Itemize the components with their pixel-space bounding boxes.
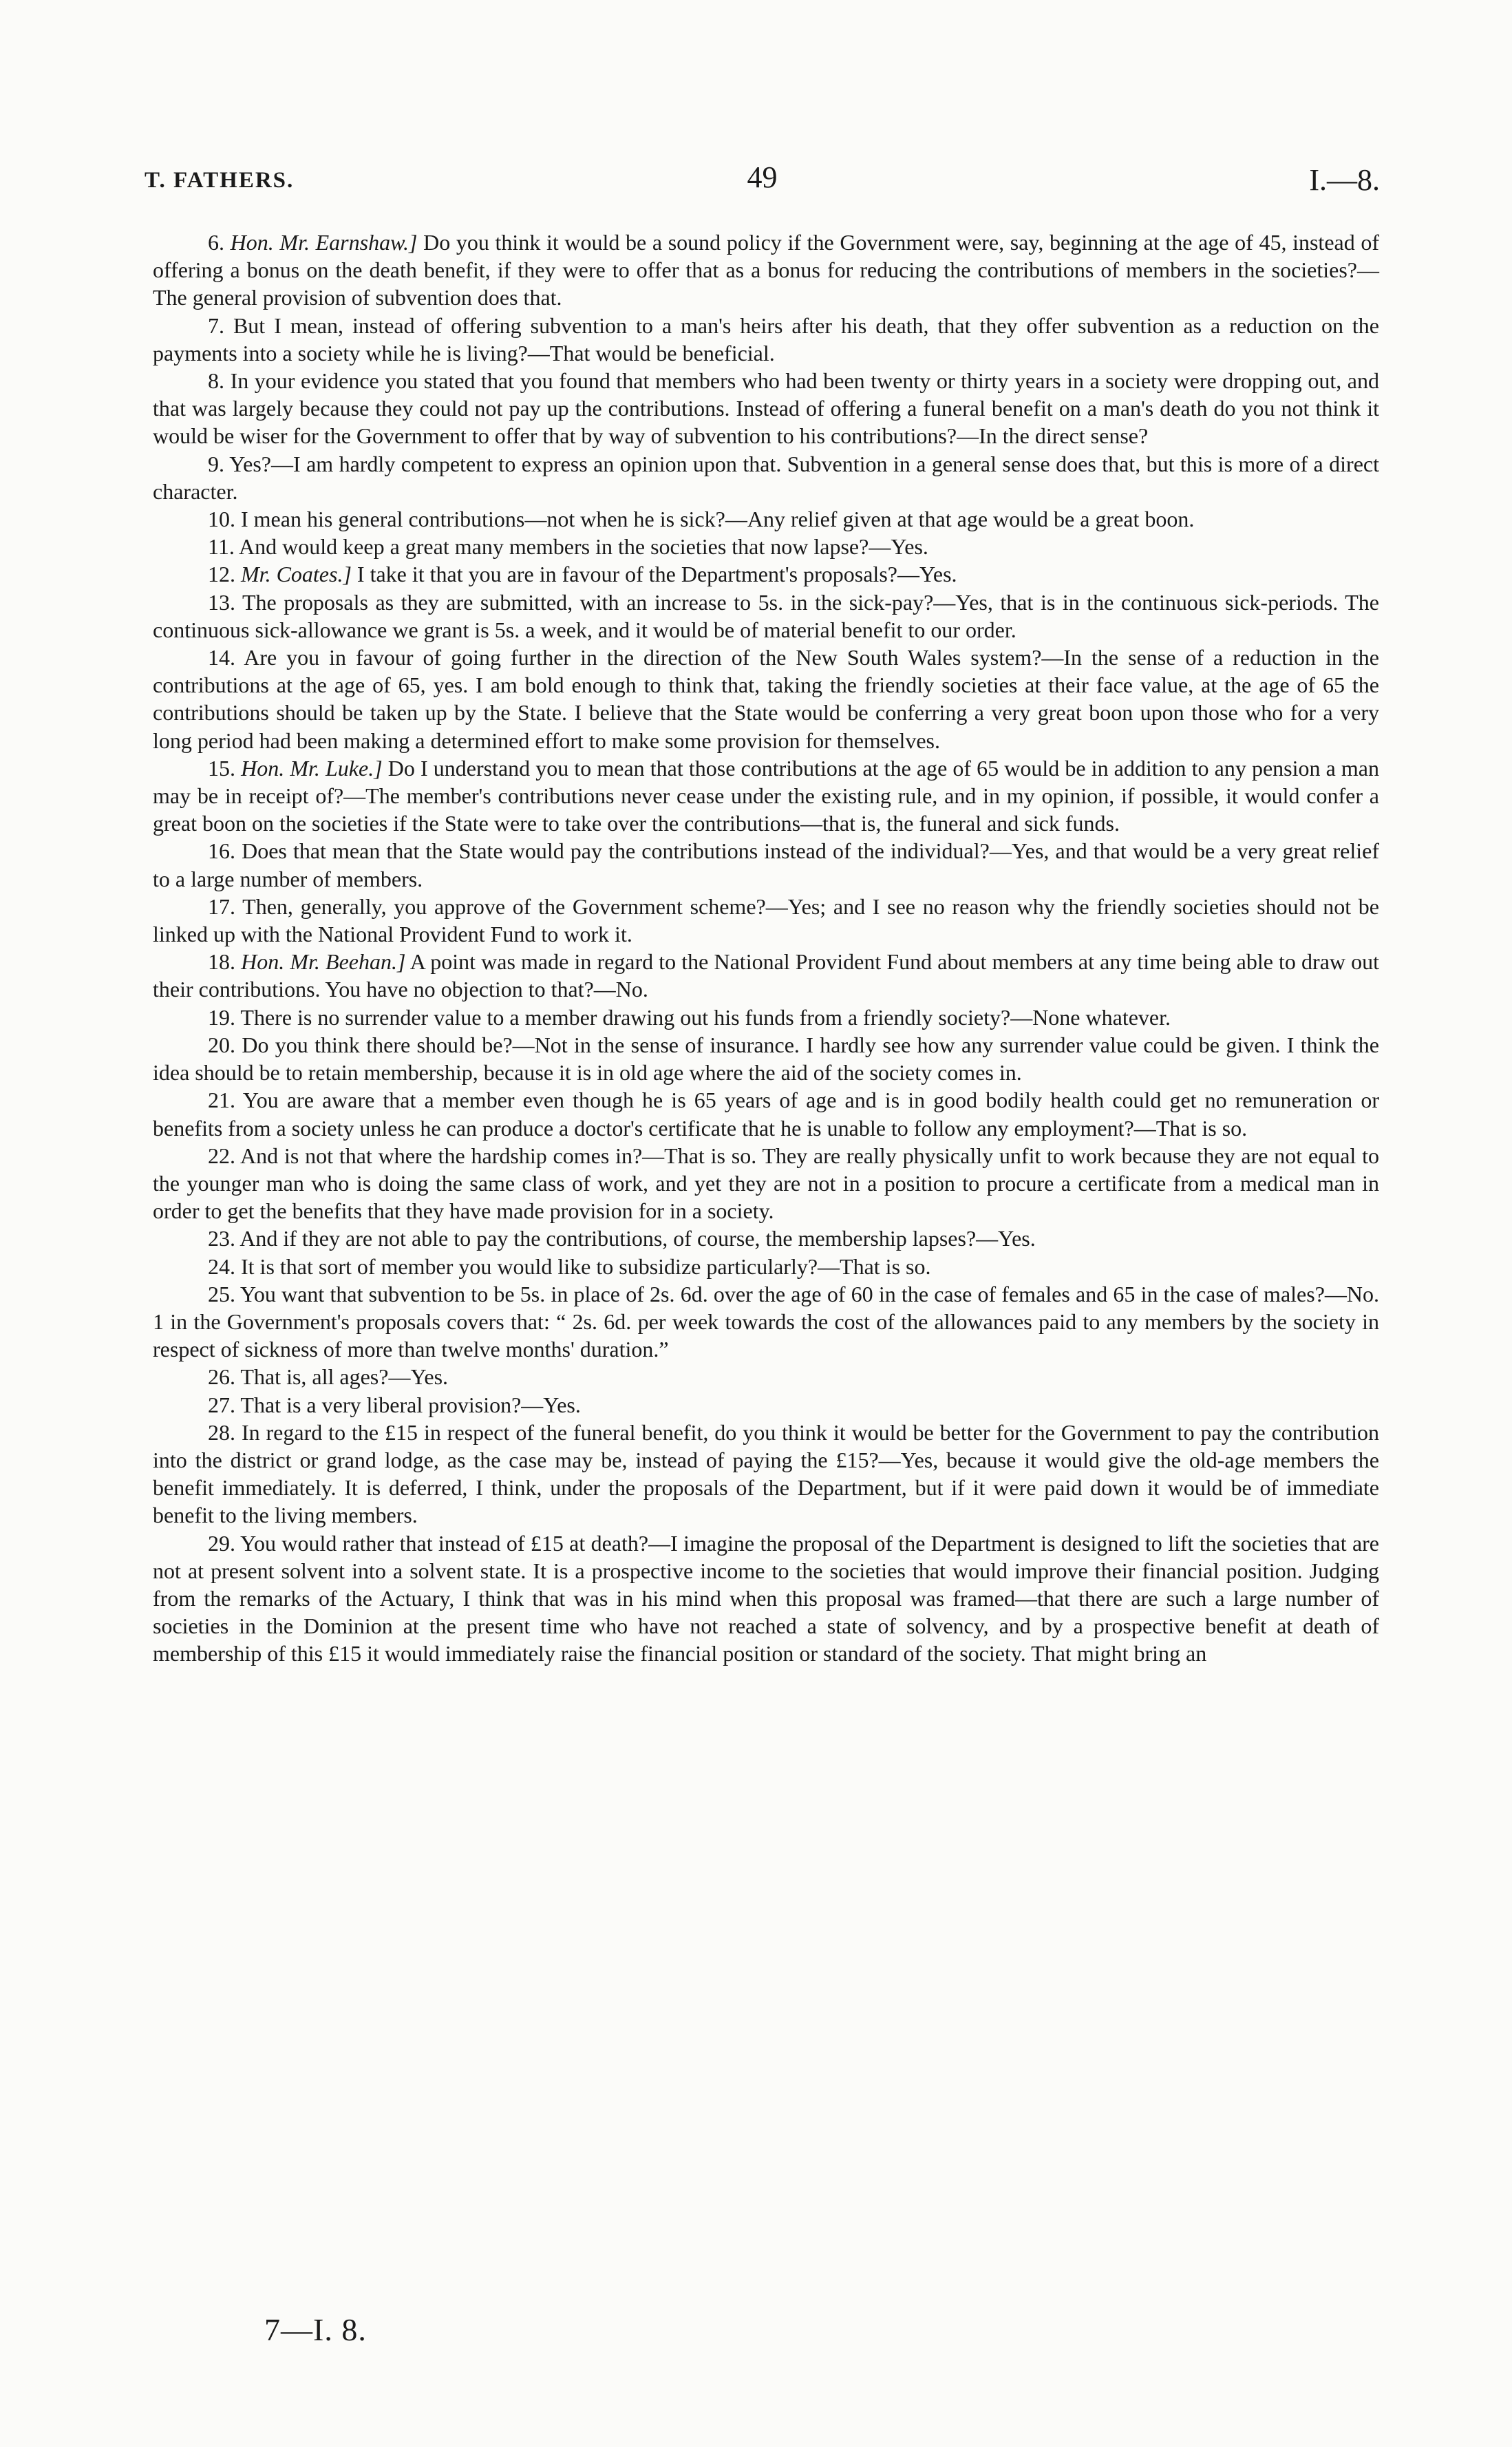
paragraph-text: And is not that where the hardship comes in?—That is so. They are really physically unfit to work because they are not equal to the younger man who is doing the same class of work, and yet they are not in a position to procure a certificate from a medical man in order to get the benefits that they have made provision for in a society. — [153, 1143, 1380, 1224]
question-paragraph — [153, 367, 1379, 450]
paragraph-text: There is no surrender value to a member drawing out his funds from a friendly society?—None whatever. — [240, 1004, 1171, 1030]
question-number: 25. — [208, 1281, 235, 1306]
question-number: 28. — [208, 1419, 235, 1445]
question-number: 23. — [208, 1226, 235, 1251]
speaker-name: Hon. Mr. Beehan.] — [241, 949, 406, 975]
paragraph-text: It is that sort of member you would like to subsidize particularly?—That is so. — [241, 1253, 931, 1279]
paragraph-text: I take it that you are in favour of the Department's proposals?—Yes. — [351, 562, 957, 587]
paragraph-text: In regard to the £15 in respect of the funeral benefit, do you think it would be better for the Government to pay the contribution into the district or grand lodge, as the case may be, instead of paying the £15?—Yes, because it would give the old-age members the benefit immediately. It is deferred, I think, under the proposals of the Department, but if it were paid down it would be of immediate benefit to the living members. — [153, 1419, 1380, 1528]
question-paragraph — [153, 589, 1379, 644]
question-number: 27. — [208, 1392, 235, 1417]
sheet-signature: 7—I. 8. — [264, 2312, 367, 2347]
paragraph-text: Are you in favour of going further in the direction of the New South Wales system?—In the sense of a reduction in the contributions at the age of 65, yes. I am bold enough to think that, taking the friendly societies at their face value, at the age of 65 the contributions should be taken up by the State. I believe that the State would be conferring a very great boon upon those who for a very long period had been making a determined effort to make some provision for themselves. — [153, 645, 1380, 753]
question-number: 20. — [208, 1032, 235, 1057]
paragraph-text: Do I understand you to mean that those contributions at the age of 65 would be in addition to any pension a man may be in receipt of?—The member's contributions never cease under the existing rule, and in my opinion, if possible, it would confer a great boon on the societies if the State were to take over the contributions—that is, the funeral and sick funds. — [153, 755, 1380, 836]
question-paragraph — [153, 533, 1379, 560]
question-number: 10. — [208, 507, 235, 532]
question-paragraph — [153, 893, 1379, 948]
page-number: 49 — [747, 160, 778, 194]
question-paragraph — [153, 948, 1379, 1003]
paragraph-text: Does that mean that the State would pay the contributions instead of the individual?—Yes, and that would be a very great relief to a large number of members. — [153, 838, 1380, 891]
evidence-body — [153, 229, 1379, 1668]
question-paragraph — [153, 1086, 1379, 1141]
question-paragraph — [153, 312, 1379, 367]
speaker-name: Hon. Mr. Earnshaw.] — [230, 230, 418, 255]
question-paragraph — [153, 837, 1379, 892]
paper-reference: I.—8. — [1309, 163, 1380, 197]
paragraph-text: Do you think there should be?—Not in the sense of insurance. I hardly see how any surrender value could be given. I think the idea should be to retain membership, because it is in old age where the aid of the society comes in. — [153, 1032, 1380, 1085]
paragraph-text: And would keep a great many members in the societies that now lapse?—Yes. — [239, 534, 928, 560]
paragraph-text: But I mean, instead of offering subvention to a man's heirs after his death, that they offer subvention as a reduction on the payments into a society while he is living?—That would be beneficial. — [153, 313, 1380, 366]
question-number: 9. — [208, 451, 224, 476]
question-number: 22. — [208, 1143, 235, 1168]
question-number: 17. — [208, 893, 235, 919]
question-paragraph — [153, 1280, 1379, 1364]
question-number: 29. — [208, 1530, 235, 1556]
question-paragraph — [153, 1363, 1379, 1390]
question-paragraph — [153, 560, 1379, 588]
question-number: 18. — [208, 949, 235, 975]
question-paragraph — [153, 644, 1379, 754]
question-paragraph — [153, 1142, 1379, 1225]
question-number: 6. — [208, 230, 224, 255]
question-number: 24. — [208, 1253, 235, 1279]
witness-name: T. FATHERS. — [145, 168, 295, 193]
question-paragraph — [153, 754, 1379, 838]
question-number: 15. — [208, 755, 235, 781]
question-paragraph — [153, 1225, 1379, 1252]
paragraph-text: You are aware that a member even though he is 65 years of age and is in good bodily health could get no remuneration or benefits from a society unless he can produce a doctor's certificate that he is unable to follow any employment?—That is so. — [153, 1088, 1380, 1141]
paragraph-text: That is a very liberal provision?—Yes. — [240, 1392, 581, 1417]
question-number: 13. — [208, 589, 235, 615]
page-header — [145, 153, 1380, 201]
paragraph-text: And if they are not able to pay the contributions, of course, the membership lapses?—Yes. — [239, 1226, 1036, 1251]
question-paragraph — [153, 505, 1379, 533]
question-number: 7. — [208, 313, 224, 338]
question-number: 16. — [208, 838, 235, 864]
paragraph-text: Yes?—I am hardly competent to express an opinion upon that. Subvention in a general sense does that, but this is more of a direct character. — [153, 451, 1380, 504]
question-paragraph — [153, 1004, 1379, 1031]
question-paragraph — [153, 450, 1379, 505]
paragraph-text: Do you think it would be a sound policy if the Government were, say, beginning at the age of 45, instead of offering a bonus on the death benefit, if they were to offer that as a bonus for reducing the contributions of members in the societies?—The general provision of subvention does that. — [153, 230, 1380, 310]
paragraph-text: A point was made in regard to the National Provident Fund about members at any time being able to draw out their contributions. You have no objection to that?—No. — [153, 949, 1380, 1002]
question-paragraph — [153, 229, 1379, 312]
paragraph-text: That is, all ages?—Yes. — [240, 1364, 449, 1390]
question-number: 8. — [208, 368, 224, 394]
question-paragraph — [153, 1253, 1379, 1280]
question-number: 21. — [208, 1088, 235, 1113]
question-paragraph — [153, 1031, 1379, 1086]
speaker-name: Hon. Mr. Luke.] — [241, 755, 383, 781]
paragraph-text: I mean his general contributions—not when he is sick?—Any relief given at that age would be a great boon. — [241, 507, 1195, 532]
paragraph-text: In your evidence you stated that you found that members who had been twenty or thirty years in a society were dropping out, and that was largely because they could not pay up the contributions. Instead of offering a funeral benefit on a man's death do you not think it would be wiser for the Government to offer that by way of subvention to his contributions?—In the direct sense? — [153, 368, 1380, 449]
paragraph-text: Then, generally, you approve of the Government scheme?—Yes; and I see no reason why the friendly societies should not be linked up with the National Provident Fund to work it. — [153, 893, 1380, 947]
paragraph-text: You want that subvention to be 5s. in place of 2s. 6d. over the age of 60 in the case of females and 65 in the case of males?—No. 1 in the Government's proposals covers that: “ 2s. 6d. per week towards the cost of the allowances paid to any members by the society in respect of sickness of more than twelve months' duration.” — [153, 1281, 1380, 1362]
question-number: 26. — [208, 1364, 235, 1390]
question-paragraph — [153, 1529, 1379, 1668]
speaker-name: Mr. Coates.] — [241, 562, 352, 587]
question-number: 12. — [208, 562, 235, 587]
question-paragraph — [153, 1419, 1379, 1529]
paragraph-text: You would rather that instead of £15 at death?—I imagine the proposal of the Department is designed to lift the societies that are not at present solvent into a solvent state. It is a prospective income to the societies that would improve their financial position. Judging from the remarks of the Actuary, I think that was in his mind when this proposal was framed—that there are such a large number of societies in the Dominion at the present time who have not reached a state of solvency, and by a prospective benefit at death of membership of this £15 it would immediately raise the financial position or standard of the society. That might bring an — [153, 1530, 1380, 1666]
paragraph-text: The proposals as they are submitted, with an increase to 5s. in the sick-pay?—Yes, that is in the continuous sick-periods. The continuous sick-allowance we grant is 5s. a week, and it would be of material benefit to our order. — [153, 589, 1380, 642]
question-number: 19. — [208, 1004, 235, 1030]
question-number: 11. — [208, 534, 235, 560]
question-paragraph — [153, 1391, 1379, 1419]
question-number: 14. — [208, 645, 235, 670]
